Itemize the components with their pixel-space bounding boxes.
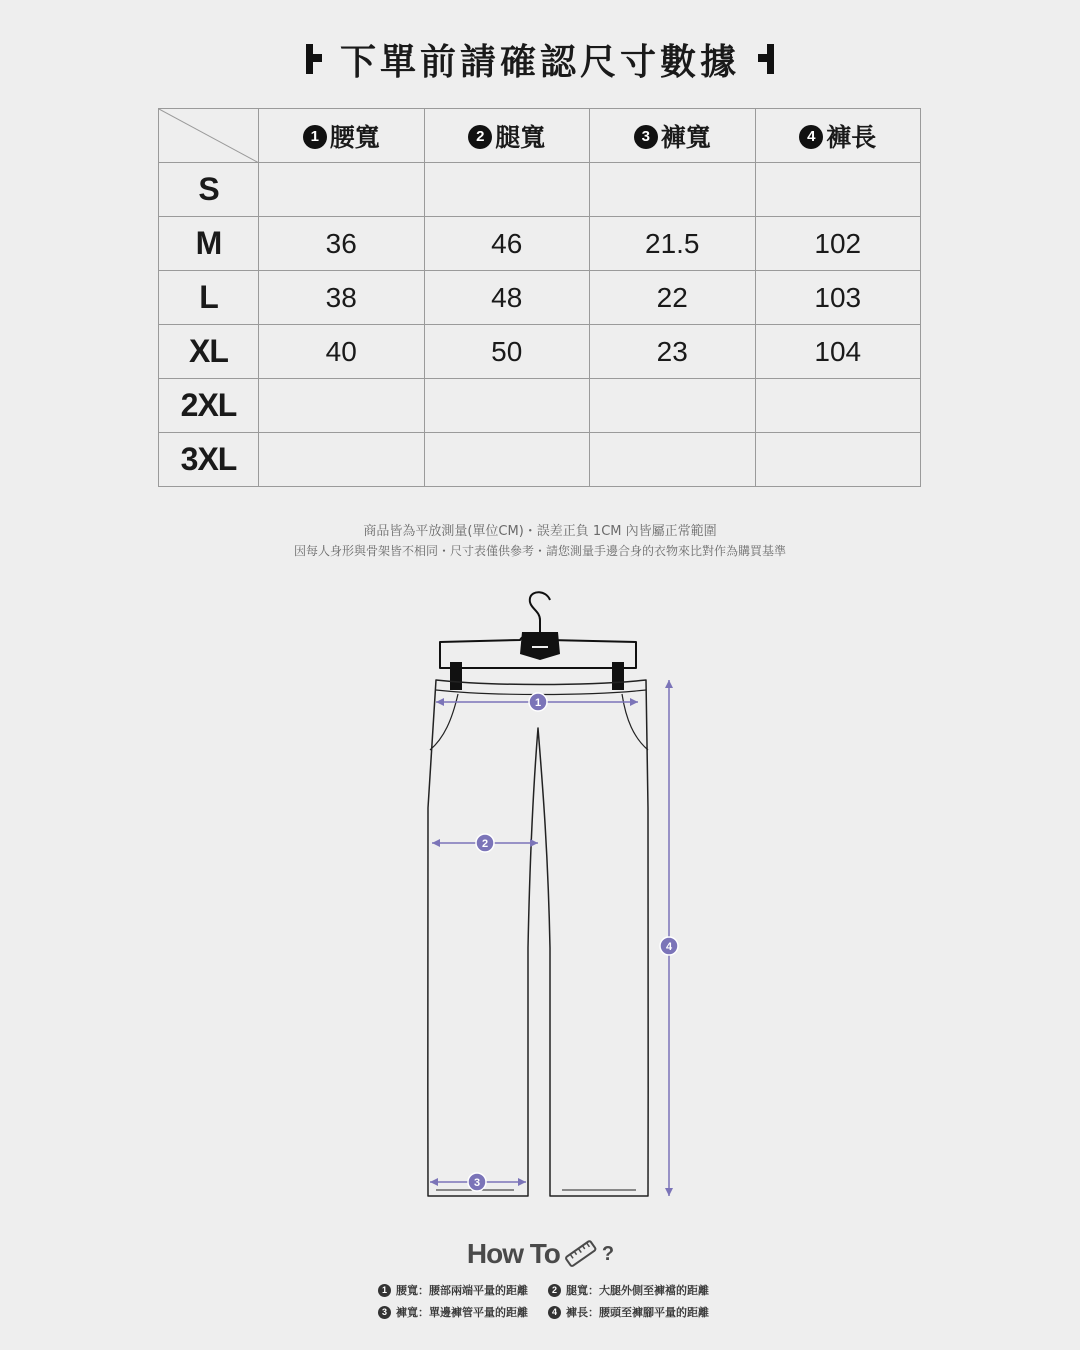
size-label: XL [159, 325, 259, 379]
table-cell: 50 [424, 325, 590, 379]
legend-item [378, 1282, 548, 1298]
legend-text: 褲長：腰頭至褲腳平量的距離 [566, 1306, 709, 1319]
table-cell [590, 433, 756, 487]
table-row [159, 163, 921, 217]
table-cell: 22 [590, 271, 756, 325]
table-cell: 23 [590, 325, 756, 379]
left-bracket-icon [304, 42, 326, 76]
table-cell [259, 163, 425, 217]
hanger-hook-icon [530, 592, 550, 636]
table-cell: 36 [259, 217, 425, 271]
number-badge: 4 [799, 125, 823, 149]
legend-item [548, 1282, 718, 1298]
table-cell [259, 379, 425, 433]
howto-heading [0, 1238, 1080, 1270]
size-table [158, 108, 921, 487]
table-row [159, 217, 921, 271]
marker-3: 3 [473, 1177, 481, 1189]
table-cell: 48 [424, 271, 590, 325]
pants-diagram [400, 588, 700, 1208]
reference-note: 因每人身形與骨架皆不相同・尺寸表僅供參考・請您測量手邊合身的衣物來比對作為購買基準 [293, 544, 786, 558]
size-label: S [159, 163, 259, 217]
marker-2: 2 [481, 838, 489, 850]
number-badge: 2 [468, 125, 492, 149]
table-cell: 103 [755, 271, 921, 325]
column-header-thigh [424, 109, 590, 163]
table-row [159, 325, 921, 379]
table-cell [755, 379, 921, 433]
size-label: 3XL [159, 433, 259, 487]
howto-text: How To [466, 1238, 560, 1269]
ruler-icon [564, 1239, 598, 1269]
table-cell [259, 433, 425, 487]
legend-item [548, 1304, 718, 1320]
column-label: 腰寬 [329, 122, 380, 152]
column-header-length [755, 109, 921, 163]
title-text: 下單前請確認尺寸數據 [339, 41, 740, 83]
table-corner-cell [159, 109, 259, 163]
table-cell [755, 433, 921, 487]
column-label: 褲寬 [660, 122, 711, 152]
number-badge: 1 [303, 125, 327, 149]
pants-outline [428, 680, 649, 1196]
marker-1: 1 [534, 697, 542, 709]
table-cell: 102 [755, 217, 921, 271]
measurement-note: 商品皆為平放測量(單位CM)・誤差正負 1CM 內皆屬正常範圍 [363, 524, 717, 539]
diagonal-divider [159, 109, 259, 163]
table-cell: 46 [424, 217, 590, 271]
table-cell: 38 [259, 271, 425, 325]
size-label: M [159, 217, 259, 271]
legend-text: 腿寬：大腿外側至褲襠的距離 [566, 1284, 709, 1297]
table-row [159, 271, 921, 325]
column-header-waist [259, 109, 425, 163]
number-badge: 3 [378, 1306, 391, 1319]
table-cell: 40 [259, 325, 425, 379]
legend-item [378, 1304, 548, 1320]
howto-question-mark: ? [601, 1242, 614, 1265]
right-bracket-icon [754, 42, 776, 76]
measurement-legend [378, 1282, 718, 1320]
table-cell: 104 [755, 325, 921, 379]
number-badge: 4 [548, 1306, 561, 1319]
table-cell [424, 163, 590, 217]
table-header-row [159, 109, 921, 163]
column-label: 褲長 [826, 122, 877, 152]
size-label: 2XL [159, 379, 259, 433]
table-cell [424, 379, 590, 433]
column-header-leg-width [590, 109, 756, 163]
marker-4: 4 [665, 941, 673, 953]
table-cell: 21.5 [590, 217, 756, 271]
legend-text: 腰寬：腰部兩端平量的距離 [396, 1284, 528, 1297]
column-label: 腿寬 [495, 122, 546, 152]
table-cell [590, 163, 756, 217]
table-cell [590, 379, 756, 433]
number-badge: 1 [378, 1284, 391, 1297]
page-title [0, 34, 1080, 84]
number-badge: 3 [634, 125, 658, 149]
table-cell [755, 163, 921, 217]
number-badge: 2 [548, 1284, 561, 1297]
table-row [159, 433, 921, 487]
size-label: L [159, 271, 259, 325]
table-cell [424, 433, 590, 487]
legend-text: 褲寬：單邊褲管平量的距離 [396, 1306, 528, 1319]
table-row [159, 379, 921, 433]
